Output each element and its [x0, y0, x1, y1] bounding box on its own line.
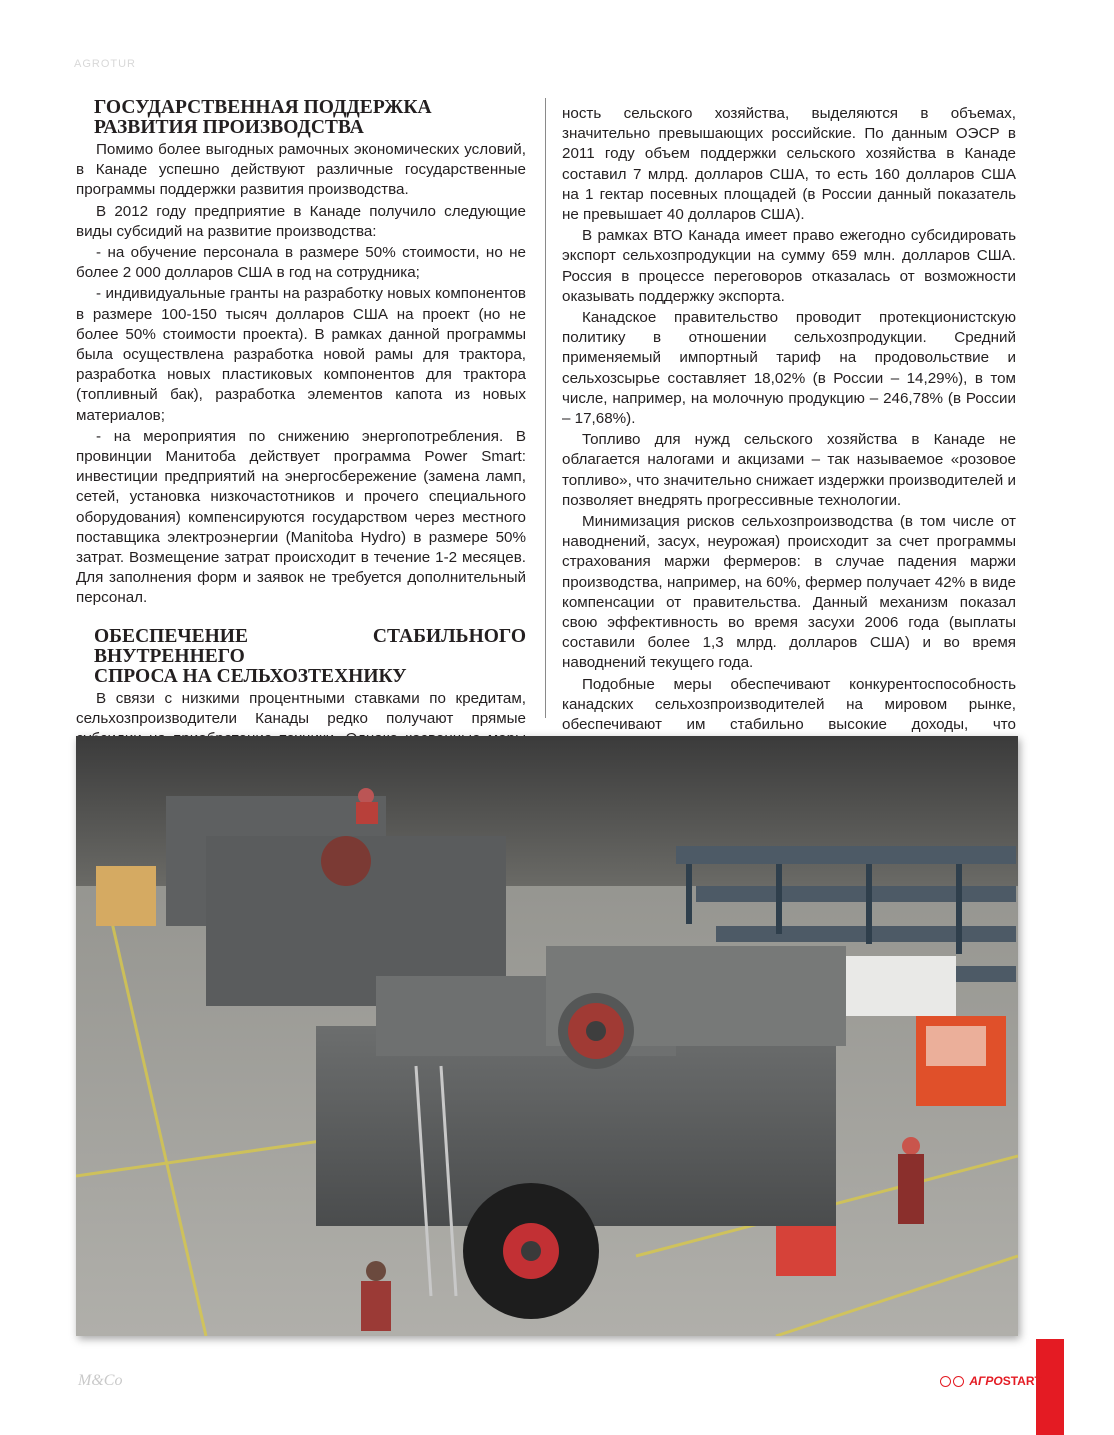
heading-line-1: ГОСУДАРСТВЕННАЯ ПОДДЕРЖКА — [94, 97, 432, 118]
paragraph: В 2012 году предприятие в Канаде получило следующие виды субсидий на развитие производства: — [76, 202, 526, 240]
paragraph: Подобные меры обеспечивают конкурентоспособность канадских сельхозпроизводителей на мировом рынке, обеспечивают им стабильно высокие доходы, что — [562, 675, 1016, 734]
paragraph: ность сельского хозяйства, выделяются в объемах, значительно превышающих российские. По данным ОЭСР в 2011 году объем поддержки сельского хозяйства в Канаде составил 7 млрд. долларов США, то есть 160 долларов США на 1 гектар посевных площадей (в России данный показатель не превышает 40 долларов США). — [562, 105, 1016, 224]
heading-line-1: ОБЕСПЕЧЕНИЕ СТАБИЛЬНОГО ВНУТРЕННЕГО — [94, 625, 526, 667]
paragraph: В связи с низкими процентными ставками по кредитам, сельхозпроизводители Канады редко получают прямые — [76, 689, 526, 727]
list-paragraph: - индивидуальные гранты на разработку новых компонентов в размере 100-150 тысяч долларов США на проект (но не более 50% стоимости проекта). В рамках данной программы была осуществлена разработка новой рамы для трактора, разработка новых пластиковых компонентов для трактора (топливный бак), разработка элементов капота из новых материалов; — [76, 285, 526, 424]
section-heading-domestic-demand — [94, 627, 526, 687]
paragraph: Топливо для нужд сельского хозяйства в Канаде не облагается налогами и акцизами – так называемое «розовое топливо», что значительно снижает издержки производителей и позволяет внедрять прогрессивные технологии. — [562, 431, 1016, 509]
right-column — [562, 104, 1016, 797]
logo-circle-icon — [940, 1376, 951, 1387]
paragraph: В рамках ВТО Канада имеет право ежегодно субсидировать экспорт сельхозпродукции на сумму 659 млн. долларов США. Россия в процессе переговоров отказалась от возможности оказывать поддержку экспорта. — [562, 227, 1016, 305]
logo-circle-icon — [953, 1376, 964, 1387]
factory-photo — [76, 736, 1018, 1336]
heading-line-2: РАЗВИТИЯ ПРОИЗВОДСТВА — [94, 117, 364, 138]
logo-start: START — [1002, 1374, 1042, 1388]
list-paragraph: - на мероприятия по снижению энергопотребления. В провинции Манитоба действует программа Power Smart: инвестиции предприятий на энергосбережение (замена ламп, сетей, установка низкочастотников и прочего специального оборудования) компенсируются государством через местного поставщика электроэнергии (Manitoba Hydro) в размере 50% затрат. Возмещение затрат происходит в течение 1-2 месяцев. Для заполнения форм и заявок не требуется дополнительный персонал. — [76, 427, 526, 607]
heading-line-2: СПРОСА НА СЕЛЬХОЗТЕХНИКУ — [94, 665, 407, 687]
left-column — [76, 98, 526, 770]
list-paragraph: - на обучение персонала в размере 50% стоимости, но не более 2 000 долларов США в год на сотрудника; — [76, 244, 526, 282]
paragraph: Минимизация рисков сельхозпроизводства (в том числе от наводнений, засух, неурожая) происходит за счет программы страхования маржи фермеров: в случае падения маржи производства, например, на 60%, фермер получает 42% в виде компенсации от правительства. Данный механизм показал свою эффективность во время засухи 2006 года (выплаты составили более 1,3 млрд. долларов США) и во время наводнений текущего года. — [562, 513, 1016, 672]
section-heading-state-support — [94, 98, 526, 138]
paragraph: Помимо более выгодных рамочных экономических условий, в Канаде успешно действуют различные государственные программы поддержки развития производства. — [76, 141, 526, 199]
column-divider — [545, 98, 546, 718]
footer-signature: M&Co — [78, 1372, 123, 1389]
agrostart-logo — [940, 1374, 1042, 1388]
logo-agro: АГРО — [969, 1374, 1003, 1388]
paragraph: Канадское правительство проводит протекционистскую политику в отношении сельхозпродукции. Средний применяемый импортный тариф на продовольствие и сельхозсырье составляет 18,02% (в России – 14,29%), в том числе, например, на молочную продукцию – 246,78% (в России – 17,68%). — [562, 309, 1016, 428]
combine-assembly-line-image — [76, 736, 1018, 1336]
header-watermark: AGROTUR — [74, 58, 136, 70]
